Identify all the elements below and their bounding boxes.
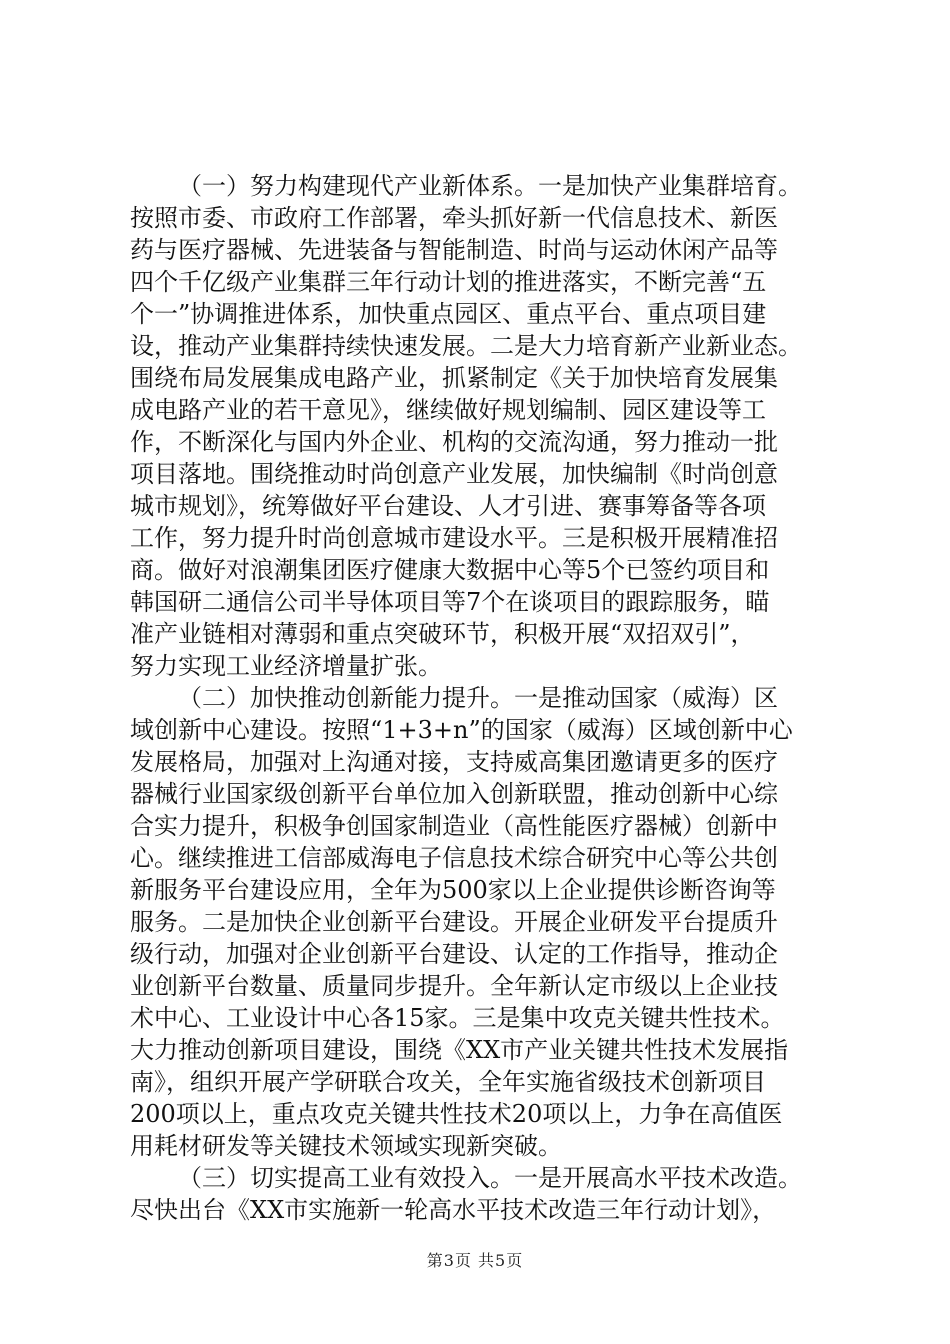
text-line: 域创新中心建设。按照“1+3+n”的国家（威海）区域创新中心 xyxy=(130,716,793,744)
text-line: 城市规划》，统筹做好平台建设、人才引进、赛事筹备等各项 xyxy=(130,492,766,520)
text-line: 合实力提升，积极争创国家制造业（高性能医疗器械）创新中 xyxy=(130,812,778,840)
text-line: （一）努力构建现代产业新体系。一是加快产业集群培育。 xyxy=(178,172,802,200)
text-line: 作，不断深化与国内外企业、机构的交流沟通，努力推动一批 xyxy=(130,428,778,456)
text-line: 尽快出台《XX市实施新一轮高水平技术改造三年行动计划》， xyxy=(130,1196,777,1224)
text-line: 商。做好对浪潮集团医疗健康大数据中心等5个已签约项目和 xyxy=(130,556,770,584)
text-line: 用耗材研发等关键技术领域实现新突破。 xyxy=(130,1132,562,1160)
text-line: 韩国研二通信公司半导体项目等7个在谈项目的跟踪服务，瞄 xyxy=(130,588,770,616)
text-line: 器械行业国家级创新平台单位加入创新联盟，推动创新中心综 xyxy=(130,780,778,808)
text-line: 心。继续推进工信部威海电子信息技术综合研究中心等公共创 xyxy=(130,844,778,872)
text-line: 发展格局，加强对上沟通对接，支持威高集团邀请更多的医疗 xyxy=(130,748,778,776)
text-line: 设，推动产业集群持续快速发展。二是大力培育新产业新业态。 xyxy=(130,332,802,360)
text-line: 围绕布局发展集成电路产业，抓紧制定《关于加快培育发展集 xyxy=(130,364,778,392)
text-line: 业创新平台数量、质量同步提升。全年新认定市级以上企业技 xyxy=(130,972,778,1000)
text-line: 努力实现工业经济增量扩张。 xyxy=(130,652,442,680)
text-line: 200项以上，重点攻克关键共性技术20项以上，力争在高值医 xyxy=(130,1100,783,1128)
text-line: 准产业链相对薄弱和重点突破环节，积极开展“双招双引”， xyxy=(130,620,755,648)
text-line: 项目落地。围绕推动时尚创意产业发展，加快编制《时尚创意 xyxy=(130,460,778,488)
document-body xyxy=(130,170,840,1226)
text-line: 工作，努力提升时尚创意城市建设水平。三是积极开展精准招 xyxy=(130,524,778,552)
text-line: （三）切实提高工业有效投入。一是开展高水平技术改造。 xyxy=(178,1164,802,1192)
text-line: 药与医疗器械、先进装备与智能制造、时尚与运动休闲产品等 xyxy=(130,236,778,264)
text-line: 南》，组织开展产学研联合攻关，全年实施省级技术创新项目 xyxy=(130,1068,766,1096)
text-line: 个一”协调推进体系，加快重点园区、重点平台、重点项目建 xyxy=(130,300,767,328)
text-line: 级行动，加强对企业创新平台建设、认定的工作指导，推动企 xyxy=(130,940,778,968)
text-line: 大力推动创新项目建设，围绕《XX市产业关键共性技术发展指 xyxy=(130,1036,789,1064)
text-line: 新服务平台建设应用，全年为500家以上企业提供诊断咨询等 xyxy=(130,876,776,904)
text-line: 成电路产业的若干意见》，继续做好规划编制、园区建设等工 xyxy=(130,396,766,424)
text-line: 术中心、工业设计中心各15家。三是集中攻克关键共性技术。 xyxy=(130,1004,785,1032)
page-footer: 第3页 共5页 xyxy=(426,1251,524,1270)
text-line: 四个千亿级产业集群三年行动计划的推进落实，不断完善“五 xyxy=(130,268,767,296)
text-line: 按照市委、市政府工作部署，牵头抓好新一代信息技术、新医 xyxy=(130,204,778,232)
text-line: （二）加快推动创新能力提升。一是推动国家（威海）区 xyxy=(178,684,778,712)
text-line: 服务。二是加快企业创新平台建设。开展企业研发平台提质升 xyxy=(130,908,778,936)
